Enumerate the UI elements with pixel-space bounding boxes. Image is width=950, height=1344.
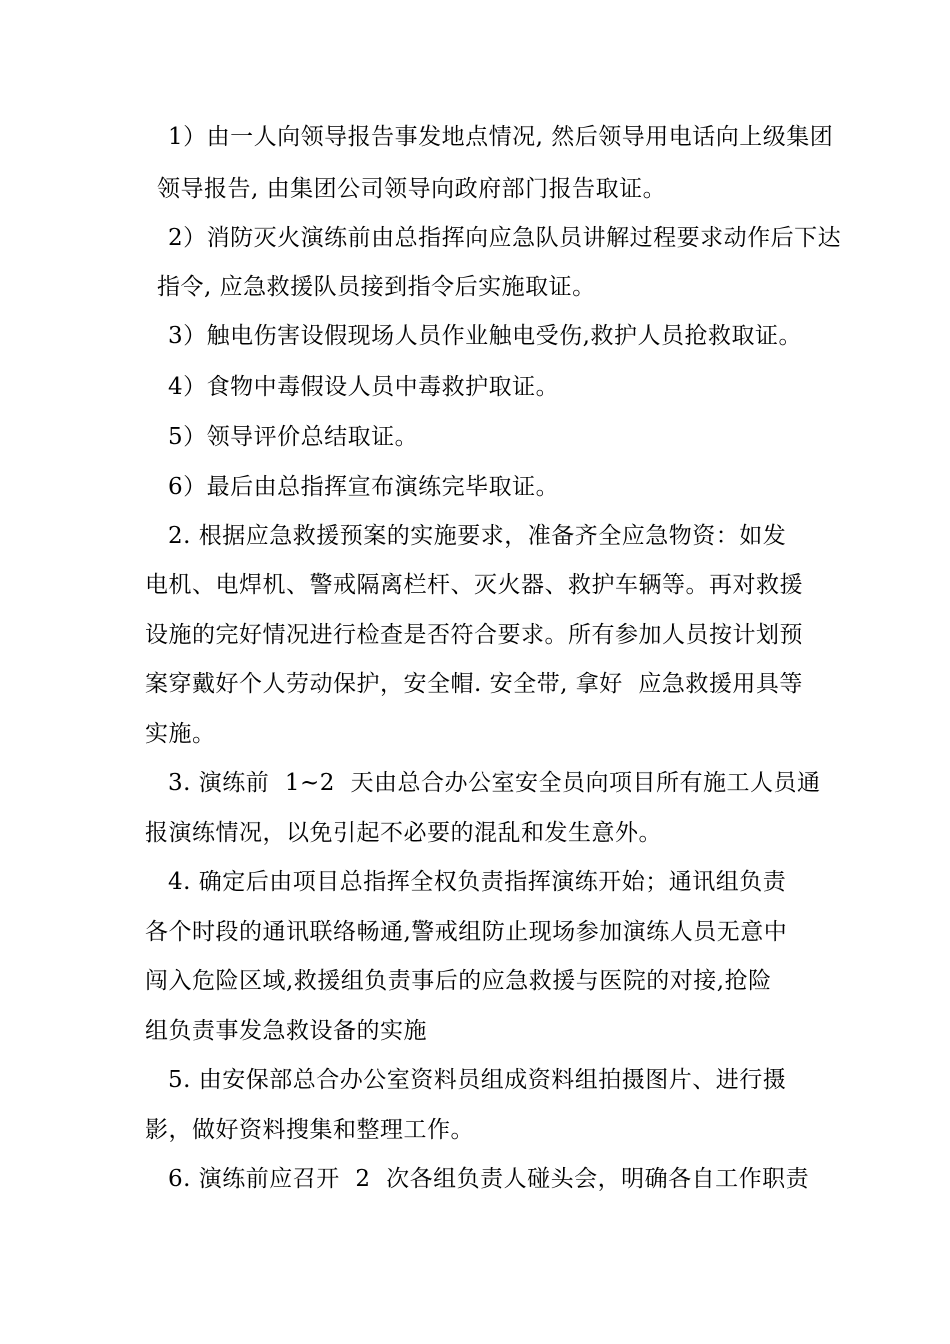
text-line: 案穿戴好个人劳动保护，安全帽. 安全带, 拿好 应急救援用具等: [145, 671, 803, 697]
text-line: 2）消防灭火演练前由总指挥向应急队员讲解过程要求动作后下达: [168, 225, 842, 251]
text-line: 5）领导评价总结取证。: [168, 424, 419, 450]
text-line: 6. 演练前应召开 2 次各组负责人碰头会，明确各自工作职责: [168, 1166, 810, 1192]
text-line: 报演练情况，以免引起不必要的混乱和发生意外。: [145, 820, 662, 846]
text-line: 电机、电焊机、警戒隔离栏杆、灭火器、救护车辆等。再对救援: [145, 572, 803, 598]
text-line: 各个时段的通讯联络畅通,警戒组防止现场参加演练人员无意中: [145, 919, 788, 945]
text-line: 4）食物中毒假设人员中毒救护取证。: [168, 374, 560, 400]
text-line: 3. 演练前 1~2 天由总合办公室安全员向项目所有施工人员通: [168, 770, 821, 796]
text-line: 3）触电伤害设假现场人员作业触电受伤,救护人员抢救取证。: [168, 323, 802, 349]
text-line: 设施的完好情况进行检查是否符合要求。所有参加人员按计划预: [145, 622, 803, 648]
text-line: 5. 由安保部总合办公室资料员组成资料组拍摄图片、进行摄: [168, 1067, 787, 1093]
text-line: 影，做好资料搜集和整理工作。: [145, 1117, 474, 1143]
text-line: 指令, 应急救援队员接到指令后实施取证。: [157, 274, 596, 300]
text-line: 2. 根据应急救援预案的实施要求，准备齐全应急物资：如发: [168, 523, 787, 549]
text-line: 6）最后由总指挥宣布演练完毕取证。: [168, 474, 560, 500]
text-line: 组负责事发急救设备的实施: [145, 1018, 427, 1044]
text-line: 实施。: [145, 721, 216, 747]
text-line: 1）由一人向领导报告事发地点情况, 然后领导用电话向上级集团: [168, 124, 834, 150]
text-line: 4. 确定后由项目总指挥全权负责指挥演练开始；通讯组负责: [168, 869, 787, 895]
text-line: 领导报告, 由集团公司领导向政府部门报告取证。: [157, 176, 667, 202]
text-line: 闯入危险区域,救援组负责事后的应急救援与医院的对接,抢险: [145, 968, 772, 994]
